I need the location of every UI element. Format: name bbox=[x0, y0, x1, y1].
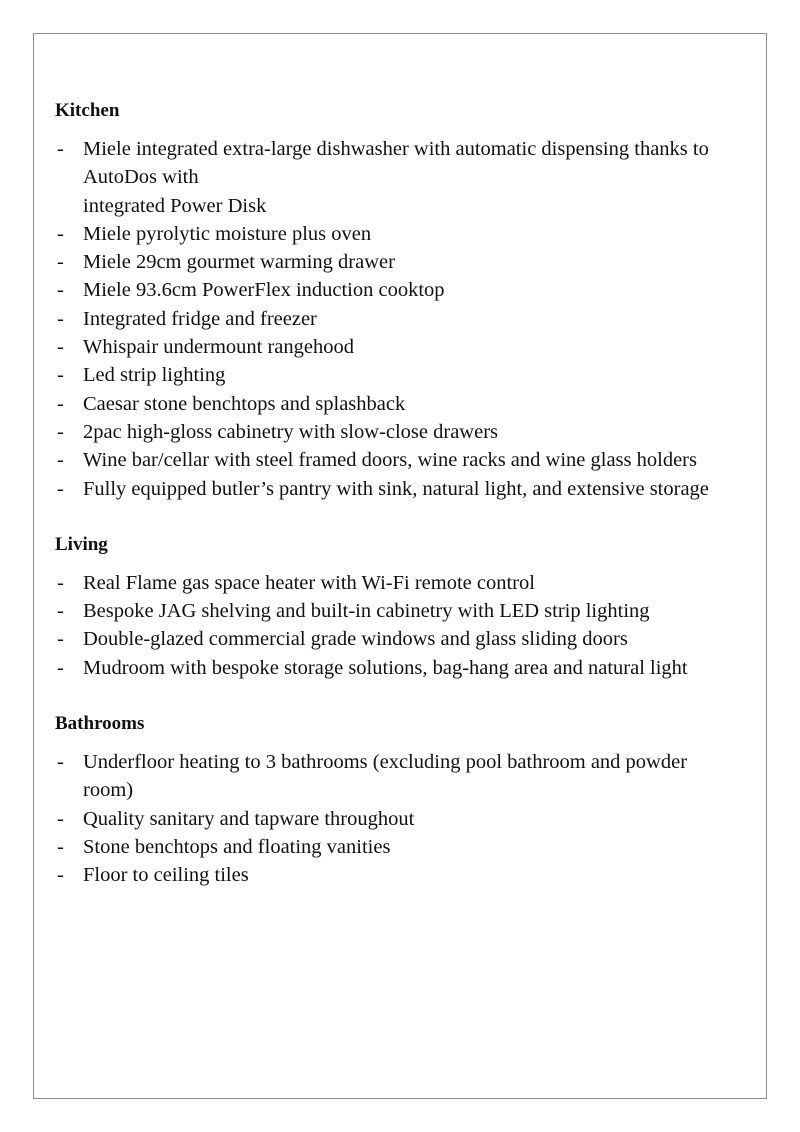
bullet-dash: - bbox=[57, 251, 64, 274]
list-item bbox=[55, 220, 735, 248]
list-item bbox=[55, 418, 735, 446]
bullet-dash: - bbox=[57, 835, 64, 858]
list-item bbox=[55, 333, 735, 361]
list-item-text: Double-glazed commercial grade windows and glass sliding doors bbox=[83, 628, 628, 651]
bullet-dash: - bbox=[57, 656, 64, 679]
list-item bbox=[55, 361, 735, 389]
list-item-text: Miele pyrolytic moisture plus oven bbox=[83, 222, 372, 245]
list-item-text: Caesar stone benchtops and splashback bbox=[83, 392, 406, 415]
bullet-dash: - bbox=[57, 279, 64, 302]
list-item-text: Led strip lighting bbox=[83, 364, 226, 387]
list-item bbox=[55, 597, 735, 625]
list-item bbox=[55, 748, 735, 805]
bullet-dash: - bbox=[57, 336, 64, 359]
bullet-dash: - bbox=[57, 138, 64, 160]
feature-list bbox=[55, 569, 735, 682]
list-item-text: Whispair undermount rangehood bbox=[83, 336, 354, 359]
bullet-dash: - bbox=[57, 751, 64, 774]
list-item-text: Quality sanitary and tapware throughout bbox=[83, 807, 415, 830]
bullet-dash: - bbox=[57, 600, 64, 623]
list-item bbox=[55, 861, 735, 889]
list-item-text: Bespoke JAG shelving and built-in cabinetry with LED strip lighting bbox=[83, 600, 650, 623]
list-item bbox=[55, 390, 735, 418]
list-item-text: Real Flame gas space heater with Wi-Fi remote control bbox=[83, 571, 535, 594]
list-item bbox=[55, 305, 735, 333]
list-item-text: Wine bar/cellar with steel framed doors, wine racks and wine glass holders bbox=[83, 449, 697, 472]
list-item-text: Fully equipped butler’s pantry with sink, natural light, and extensive storage bbox=[83, 477, 709, 500]
section-heading: Kitchen bbox=[55, 100, 120, 121]
bullet-dash: - bbox=[57, 307, 64, 330]
list-item bbox=[55, 654, 735, 682]
bullet-dash: - bbox=[57, 392, 64, 415]
list-item bbox=[55, 625, 735, 653]
bullet-dash: - bbox=[57, 628, 64, 651]
bullet-dash: - bbox=[57, 864, 64, 887]
list-item-text: Miele integrated extra-large dishwasher with automatic dispensing thanks to AutoDos with bbox=[83, 138, 709, 189]
list-item-text: Floor to ceiling tiles bbox=[83, 864, 249, 887]
feature-list bbox=[55, 748, 735, 889]
list-item-text: 2pac high-gloss cabinetry with slow-close drawers bbox=[83, 420, 499, 443]
list-item-text: Stone benchtops and floating vanities bbox=[83, 835, 391, 858]
list-item-text: Underfloor heating to 3 bathrooms (excluding pool bathroom and powder room) bbox=[83, 751, 688, 802]
bullet-dash: - bbox=[57, 571, 64, 594]
list-item bbox=[55, 569, 735, 597]
document-content bbox=[55, 97, 735, 918]
list-item-text: Integrated fridge and freezer bbox=[83, 307, 317, 330]
bullet-dash: - bbox=[57, 420, 64, 443]
list-item bbox=[55, 446, 735, 474]
list-item bbox=[55, 248, 735, 276]
section-kitchen bbox=[55, 97, 735, 503]
bullet-dash: - bbox=[57, 364, 64, 387]
list-item bbox=[55, 833, 735, 861]
bullet-dash: - bbox=[57, 477, 64, 500]
section-heading: Bathrooms bbox=[55, 713, 145, 735]
list-item bbox=[55, 276, 735, 304]
section-living bbox=[55, 531, 735, 682]
list-item bbox=[55, 805, 735, 833]
list-item-text: integrated Power Disk bbox=[83, 194, 267, 217]
list-item-text: Miele 29cm gourmet warming drawer bbox=[83, 251, 395, 274]
bullet-dash: - bbox=[57, 222, 64, 245]
list-item bbox=[55, 135, 735, 220]
section-heading: Living bbox=[55, 533, 108, 555]
feature-list bbox=[55, 135, 735, 503]
bullet-dash: - bbox=[57, 807, 64, 830]
list-item bbox=[55, 475, 735, 503]
bullet-dash: - bbox=[57, 449, 64, 472]
section-bathrooms bbox=[55, 710, 735, 889]
list-item-text: Miele 93.6cm PowerFlex induction cooktop bbox=[83, 279, 445, 302]
list-item-text: Mudroom with bespoke storage solutions, bag-hang area and natural light bbox=[83, 656, 688, 679]
